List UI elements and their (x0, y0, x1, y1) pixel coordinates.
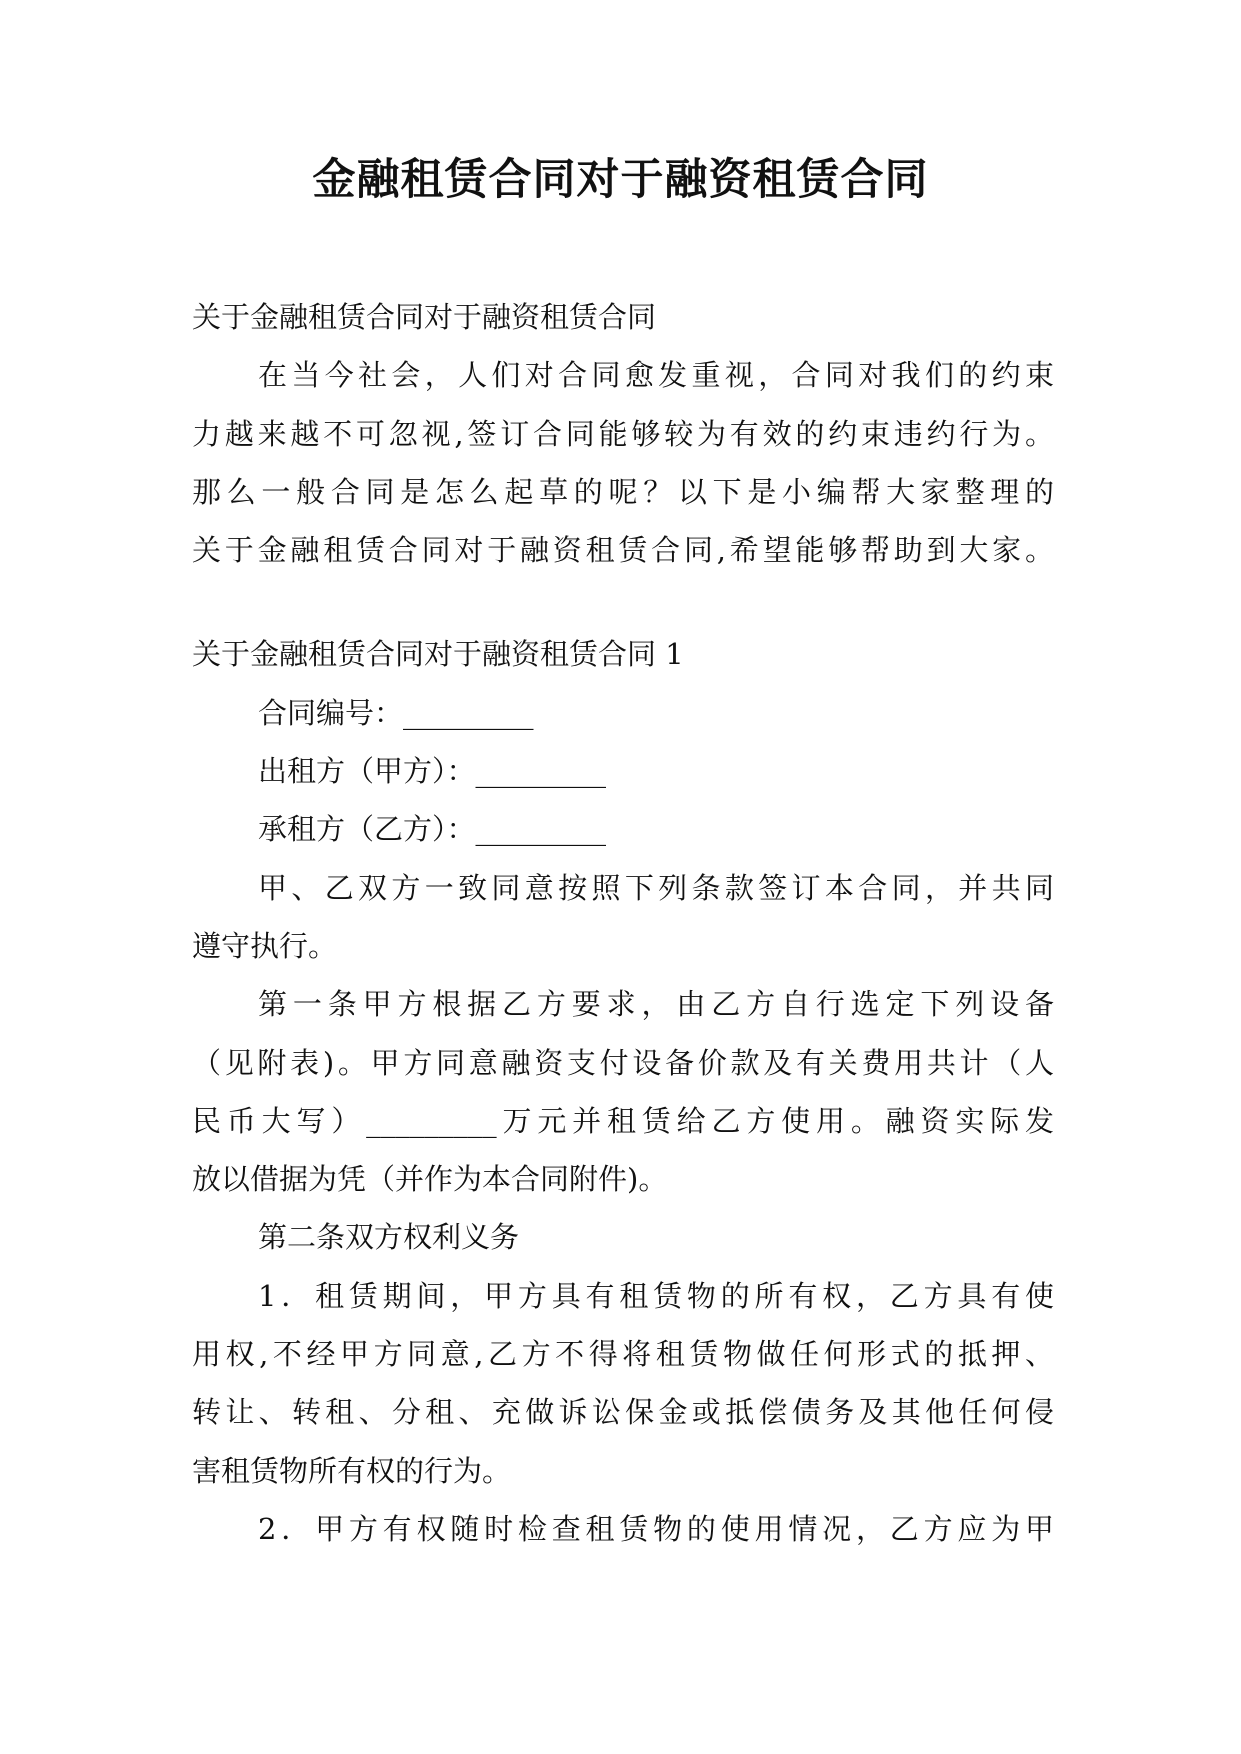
intro-line: 力越来越不可忽视,签订合同能够较为有效的约束违约行为。 (192, 416, 1054, 451)
subtitle: 关于金融租赁合同对于融资租赁合同 (192, 300, 657, 334)
intro-line: 那么一般合同是怎么起草的呢？以下是小编帮大家整理的 (192, 474, 1054, 509)
agreement-line: 甲、乙双方一致同意按照下列条款签订本合同，并共同 (258, 870, 1054, 905)
contract-number-field: 合同编号：_________ (258, 695, 534, 730)
intro-line: 在当今社会，人们对合同愈发重视，合同对我们的约束 (258, 358, 1054, 393)
document-title: 金融租赁合同对于融资租赁合同 (312, 155, 929, 205)
intro-line: 关于金融租赁合同对于融资租赁合同,希望能够帮助到大家。 (192, 533, 1054, 568)
agreement-line: 遵守执行。 (192, 928, 338, 963)
document-body (192, 288, 1054, 1558)
article1-line: 民币大写）_________万元并租赁给乙方使用。融资实际发 (192, 1103, 1054, 1138)
item1-line: 害租赁物所有权的行为。 (192, 1453, 512, 1488)
section-heading: 关于金融租赁合同对于融资租赁合同 1 (192, 637, 684, 672)
article1-line: （见附表)。甲方同意融资支付设备价款及有关费用共计（人 (192, 1045, 1054, 1080)
item1-line: 转让、转租、分租、充做诉讼保金或抵偿债务及其他任何侵 (192, 1395, 1054, 1430)
item2-line: 2．甲方有权随时检查租赁物的使用情况，乙方应为甲 (258, 1511, 1054, 1546)
article1-line: 放以借据为凭（并作为本合同附件)。 (192, 1162, 668, 1197)
lessor-field: 出租方（甲方）：_________ (258, 754, 607, 789)
article2-heading: 第二条双方权利义务 (258, 1220, 520, 1255)
item1-line: 1．租赁期间，甲方具有租赁物的所有权，乙方具有使 (258, 1278, 1054, 1313)
paragraph-gap (192, 579, 1054, 625)
lessee-field: 承租方（乙方）：_________ (258, 812, 607, 847)
article1-line: 第一条甲方根据乙方要求，由乙方自行选定下列设备 (258, 987, 1054, 1022)
item1-line: 用权,不经甲方同意,乙方不得将租赁物做任何形式的抵押、 (192, 1337, 1054, 1372)
